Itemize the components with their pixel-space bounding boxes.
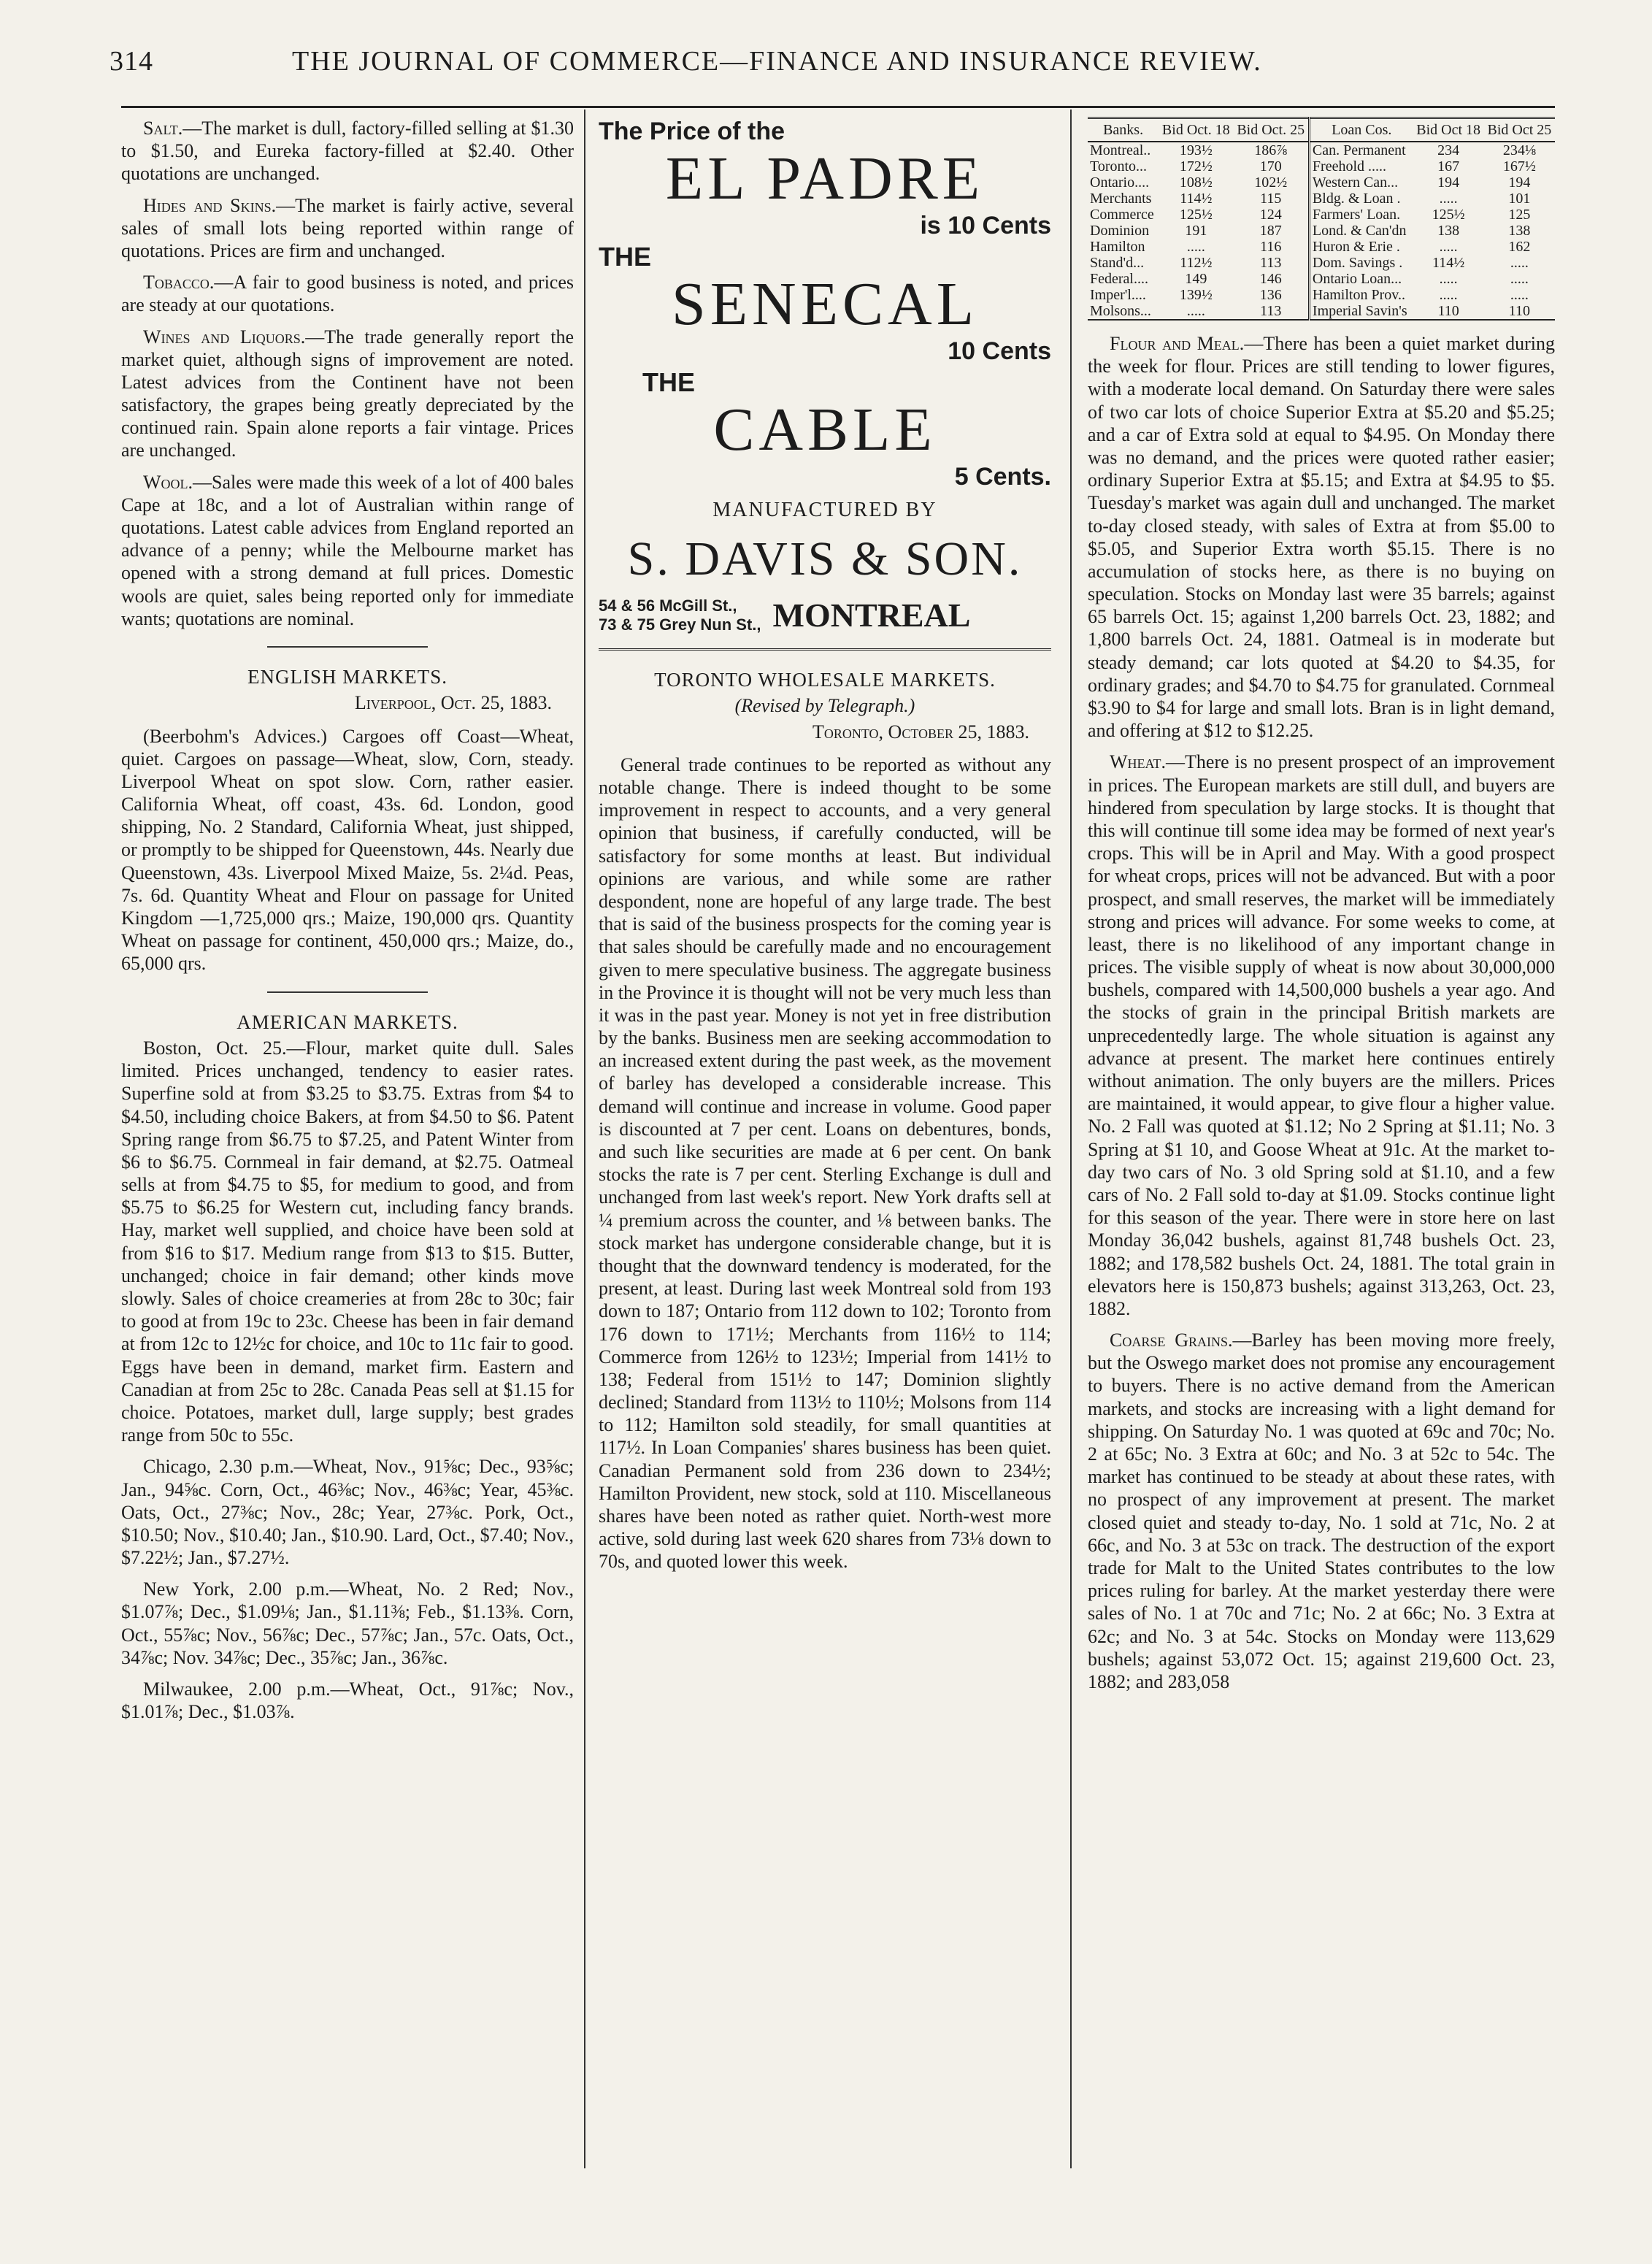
- newyork-report: New York, 2.00 p.m.—Wheat, No. 2 Red; Nov., $1.07⅞; Dec., $1.09⅛; Jan., $1.11⅜; Feb., $1.13⅜. Corn, Oct., 55⅞c; Nov., 56⅞c; Dec., 57⅞c; Jan., 57c. Oats, Oct., 34⅞c; Nov. 34⅞c; Dec., 35⅞c; Jan., 36⅞c.: [121, 1578, 574, 1668]
- toronto-markets-heading: TORONTO WHOLESALE MARKETS.: [654, 669, 996, 691]
- table-cell: Hamilton Prov..: [1309, 287, 1413, 303]
- table-cell: 115: [1260, 191, 1282, 207]
- table-cell: 124: [1259, 207, 1282, 223]
- table-cell: Western Can...: [1309, 174, 1413, 191]
- chicago-report: Chicago, 2.30 p.m.—Wheat, Nov., 91⅝c; Dec., 93⅝c; Jan., 94⅝c. Corn, Oct., 46⅜c; Nov., 46⅜c; Year, 45⅜c. Oats, Oct., 27⅜c; Nov., 28c; Year, 27⅜c. Pork, Oct., $10.50; Nov., $10.40; Jan., $10.90. Lard, Oct., $7.40; Nov., $7.22½; Jan., $7.27½.: [121, 1456, 574, 1569]
- table-cell: Lond. & Can'dn: [1309, 223, 1413, 239]
- table-cell: Stand'd...: [1090, 255, 1145, 271]
- page-number: 314: [110, 46, 153, 77]
- table-cell: Merchants: [1090, 191, 1152, 207]
- wool-paragraph: [121, 471, 574, 630]
- ad-lead: The Price of the: [599, 118, 785, 145]
- ad-address: [599, 595, 1051, 635]
- table-header-row: [1088, 118, 1555, 142]
- table-row: [1088, 287, 1555, 303]
- wheat-head: Wheat.: [1110, 751, 1167, 773]
- table-cell: 194: [1437, 174, 1460, 191]
- table-cell: Imperial Savin's: [1309, 303, 1413, 320]
- table-cell: .....: [1186, 303, 1205, 319]
- wines-head: Wines and Liquors.: [143, 326, 306, 348]
- table-row: [1088, 142, 1555, 158]
- table-cell: 108½: [1179, 174, 1213, 191]
- table-cell: 113: [1260, 303, 1282, 319]
- table-cell: 191: [1185, 223, 1207, 239]
- table-cell: 170: [1259, 158, 1282, 174]
- table-cell: 125½: [1179, 207, 1213, 223]
- table-row: [1088, 207, 1555, 223]
- ad-price-el-padre: is 10 Cents: [920, 211, 1051, 239]
- table-cell: Farmers' Loan.: [1309, 207, 1413, 223]
- table-cell: .....: [1510, 271, 1529, 287]
- table-cell: 167½: [1502, 158, 1536, 174]
- column-rule-2: [1070, 110, 1072, 2168]
- table-cell: Dominion: [1090, 223, 1150, 239]
- coarse-grains-text: —Barley has been moving more freely, but the Oswego market does not promise any encouragement to buyers. There is no active demand from the American markets, and stocks are increasing with a light demand for shipping. On Saturday No. 1 was quoted at 69c and 70c; No. 2 at 65c; No. 3 Extra at 60c; and No. 3 at 52c to 54c. The market has continued to be steady at about these rates, with no prospect of any improvement at present. The market closed quiet and steady to-day, No. 1 sold at 71c, No. 2 at 66c, and No. 3 at 53c on track. The destruction of the export trade for Malt to the United States contributes to the low prices ruling for barley. At the market yesterday there were sales of No. 1 at 70c and 71c; No. 2 at 66c; No. 3 Extra at 62c; and No. 3 at 54c. Stocks on Monday were 113,629 bushels; against 53,072 Oct. 15; against 219,600 Oct. 23, 1882; and 283,058: [1088, 1329, 1556, 1692]
- header-bid-oct-25: Bid Oct. 25: [1234, 118, 1310, 142]
- table-row: [1088, 223, 1555, 239]
- table-cell: 110: [1437, 303, 1459, 319]
- coarse-grains-head: Coarse Grains.: [1110, 1329, 1233, 1351]
- table-cell: Dom. Savings .: [1309, 255, 1413, 271]
- table-cell: Freehold .....: [1309, 158, 1413, 174]
- table-cell: 172½: [1179, 158, 1213, 174]
- column-left: [121, 117, 574, 1732]
- table-cell: Ontario Loan...: [1309, 271, 1413, 287]
- hides-head: Hides and Skins.: [143, 194, 277, 216]
- ad-brand-cable: CABLE: [713, 396, 937, 464]
- table-cell: 194: [1508, 174, 1531, 191]
- table-cell: 139½: [1179, 287, 1213, 303]
- table-cell: 187: [1259, 223, 1282, 239]
- table-cell: Commerce: [1090, 207, 1154, 223]
- table-cell: 186⅞: [1254, 142, 1288, 158]
- table-cell: Ontario....: [1090, 174, 1150, 191]
- flour-head: Flour and Meal.: [1110, 333, 1245, 354]
- section-divider: [267, 646, 428, 648]
- english-markets-heading: ENGLISH MARKETS.: [247, 665, 447, 688]
- header-loan-bid-oct-18: Bid Oct 18: [1413, 118, 1484, 142]
- wines-text: —The trade generally report the market quiet, although signs of improvement are noted. Latest advices from the Continent have not been satisfactory, the grapes being greatly depreciated by the continued rain. Spain alone reports a fair vintage. Prices are unchanged.: [121, 326, 574, 461]
- table-cell: 234⅛: [1502, 142, 1536, 158]
- table-cell: .....: [1439, 239, 1458, 255]
- column-right: [1088, 117, 1555, 1702]
- table-cell: 146: [1259, 271, 1282, 287]
- table-row: [1088, 239, 1555, 255]
- top-rule: [121, 106, 1555, 108]
- table-cell: 193½: [1179, 142, 1213, 158]
- toronto-markets-text: General trade continues to be reported as without any notable change. There is indeed thought to be some improvement in respect to accounts, and a very general opinion that business, if carefully conducted, will be satisfactory for some months at least. But individual opinions are various, and while some are rather despondent, none are hopeful of any large trade. The best that is said of the business prospects for the coming year is that sales should be carefully made and no encouragement given to mere speculative business. The aggregate business in the Province it is thought will not be very much less than it was in the past year. Money is not yet in free distribution by the banks. Business men are seeking accommodation to an increased extent during the past week, as the movement of barley has developed a considerable increase. This demand will continue and increase in volume. Good paper is discounted at 7 per cent. Loans on debentures, bonds, and such like securities are made at 6 per cent. On bank stocks the rate is 7 per cent. Sterling Exchange is dull and unchanged from last week's report. New York drafts sell at ¼ premium across the counter, and ⅛ between banks. The stock market has undergone considerable change, but it is thought that the downward tendency is moderated, for the present, at least. During last week Montreal sold from 193 down to 187; Ontario from 112 down to 102; Toronto from 176 down to 171½; Merchants from 116½ to 114; Commerce from 126½ to 123½; Imperial from 141½ to 138; Federal from 151½ to 147; Dominion slightly declined; Standard from 113½ to 110½; Molsons from 114 to 112; Hamilton sold steadily, for small quantities at 117½. In Loan Companies' shares business has been quiet. Canadian Permanent sold from 236 down to 234½; Hamilton Provident, new stock, sold at 110. Miscellaneous shares have been noted as rather quiet. North-west more active, sold during last week 620 shares from 73⅛ down to 70s, and quoted lower this week.: [599, 753, 1051, 1573]
- table-cell: 116: [1260, 239, 1282, 255]
- ad-price-senecal: 10 Cents: [948, 337, 1051, 366]
- table-cell: Bldg. & Loan .: [1309, 191, 1413, 207]
- cigar-advertisement: [599, 117, 1051, 651]
- american-markets-heading: AMERICAN MARKETS.: [237, 1010, 458, 1033]
- table-row: [1088, 191, 1555, 207]
- hides-paragraph: [121, 194, 574, 263]
- table-cell: 136: [1259, 287, 1282, 303]
- wheat-text: —There is no present prospect of an improvement in prices. The European markets are still dull, and buyers are hindered from speculation by large stocks. It is thought that this will continue till some idea may be formed of next year's crops. This will be in April and May. With a good prospect for wheat crops, prices will not be advanced. But with a poor prospect, and small reserves, the market will be immediately strong and prices will advance. For some weeks to come, at least, there is no likelihood of any important change in prices. The visible supply of wheat is now about 30,000,000 bushels, compared with 14,500,000 bushels a year ago. And the stocks of grain in the principal British markets are unprecedentedly large. The whole situation is against any advance at present. The market here continues entirely without animation. The only buyers are the millers. Prices are maintained, it would appear, to give flour a higher value. No. 2 Fall was quoted at $1.12; No 2 Spring at $1.11; No. 3 Spring at $1 10, and Goose Wheat at 91c. At the market to-day two cars of No. 3 old Spring sold at $1.10, and a few cars of No. 2 Fall sold to-day at $1.09. Stocks continue light for this season of the year. There were in store here on last Monday 36,042 bushels, against 81,748 bushels Oct. 23, 1882; and 178,582 bushels Oct. 24, 1881. The total grain in elevators here is 150,873 bushels; against 313,263, Oct. 23, 1882.: [1088, 751, 1555, 1319]
- table-cell: Montreal..: [1090, 142, 1151, 158]
- ad-manufactured-by: MANUFACTURED BY: [712, 499, 937, 522]
- toronto-markets-subheading: (Revised by Telegraph.): [734, 695, 915, 717]
- table-row: [1088, 303, 1555, 320]
- table-cell: .....: [1510, 255, 1529, 271]
- wheat-paragraph: [1088, 751, 1555, 1320]
- table-cell: Imper'l....: [1090, 287, 1146, 303]
- milwaukee-report: Milwaukee, 2.00 p.m.—Wheat, Oct., 91⅞c; Nov., $1.01⅞; Dec., $1.03⅞.: [121, 1678, 574, 1723]
- column-rule-1: [584, 110, 585, 2168]
- boston-report: Boston, Oct. 25.—Flour, market quite dull. Sales limited. Prices unchanged, tendency to easier rates. Superfine sold at from $3.25 to $3.75. Extras from $4 to $4.50, including choice Bakers, at from $4.50 to $6. Patent Spring range from $6.75 to $7.25, and Patent Winter from $6 to $6.75. Cornmeal in fair demand, at $2.75. Oatmeal sells at from $4.75 to $5, for medium to good, and from $5.75 to $6.25 for Western cut, including fancy brands. Hay, market well supplied, and choice have been sold at from $16 to $17. Medium range from $13 to $15. Butter, unchanged; choice in fair demand; other kinds move slowly. Sales of choice creameries at from 28c to 30c; fair to good at from 19c to 23c. Cheese has been in fair demand at from 12c to 12½c for choice, and 10c to 11c fair to good. Eggs have been in demand, market firm. Eastern and Canadian at from 25c to 28c. Canada Peas sell at $1.15 for choice. Potatoes, market dull, large supply; best grades range from 50c to 55c.: [121, 1037, 574, 1446]
- salt-head: Salt.: [143, 118, 183, 139]
- tobacco-head: Tobacco.: [143, 272, 215, 293]
- wool-head: Wool.: [143, 471, 193, 493]
- table-cell: 149: [1185, 271, 1207, 287]
- stock-quotations-table: [1088, 117, 1555, 321]
- table-cell: .....: [1439, 191, 1458, 207]
- column-middle: [599, 117, 1051, 1582]
- table-cell: Hamilton: [1090, 239, 1145, 255]
- tobacco-text: —A fair to good business is noted, and prices are steady at our quotations.: [121, 272, 574, 316]
- header-loan-cos: Loan Cos.: [1309, 118, 1413, 142]
- table-cell: .....: [1439, 271, 1458, 287]
- table-cell: 113: [1260, 255, 1282, 271]
- table-cell: .....: [1186, 239, 1205, 255]
- table-cell: 101: [1508, 191, 1531, 207]
- table-cell: 110: [1508, 303, 1531, 319]
- table-row: [1088, 158, 1555, 174]
- ad-address-lines: [599, 596, 761, 634]
- tobacco-paragraph: [121, 271, 574, 316]
- salt-paragraph: [121, 117, 574, 185]
- toronto-markets-dateline: Toronto, October 25, 1883.: [812, 721, 1029, 742]
- table-cell: Toronto...: [1090, 158, 1148, 174]
- flour-paragraph: [1088, 332, 1555, 742]
- salt-text: —The market is dull, factory-filled selling at $1.30 to $1.50, and Eureka factory-filled at $2.40. Other quotations are unchanged.: [121, 118, 574, 185]
- section-divider: [267, 991, 428, 993]
- english-markets-dateline: Liverpool, Oct. 25, 1883.: [354, 692, 552, 714]
- ad-city: MONTREAL: [772, 596, 971, 634]
- table-cell: Can. Permanent: [1309, 142, 1413, 158]
- header-bid-oct-18: Bid Oct. 18: [1159, 118, 1233, 142]
- table-cell: 114½: [1180, 191, 1213, 207]
- table-cell: 114½: [1432, 255, 1465, 271]
- page-header: [110, 45, 1542, 89]
- ad-address-line-2: 73 & 75 Grey Nun St.,: [599, 615, 761, 634]
- ad-brand-el-padre: EL PADRE: [665, 144, 985, 212]
- table-cell: Federal....: [1090, 271, 1148, 287]
- table-cell: 112½: [1180, 255, 1213, 271]
- table-cell: 138: [1508, 223, 1531, 239]
- english-markets-text: (Beerbohm's Advices.) Cargoes off Coast—Wheat, quiet. Cargoes on passage—Wheat, slow, Corn, steady. Liverpool Wheat on spot slow. Corn, rather easier. California Wheat, off coast, 43s. 6d. London, good shipping, No. 2 Standard, California Wheat, just shipped, or promptly to be shipped for Queenstown, 44s. Nearly due Queenstown, 43s. Liverpool Mixed Maize, 5s. 2¼d. Peas, 7s. 6d. Quantity Wheat and Flour on passage for United Kingdom —1,725,000 qrs.; Maize, 190,000 qrs. Quantity Wheat on passage for continent, 450,000 qrs.; Maize, do., 65,000 qrs.: [121, 725, 574, 975]
- wines-paragraph: [121, 326, 574, 462]
- table-cell: 162: [1508, 239, 1531, 255]
- ad-brand-senecal: SENECAL: [672, 269, 978, 338]
- journal-title: THE JOURNAL OF COMMERCE—FINANCE AND INSURANCE REVIEW.: [292, 46, 1262, 77]
- ad-the-senecal: THE: [599, 241, 651, 272]
- header-loan-bid-oct-25: Bid Oct 25: [1484, 118, 1555, 142]
- table-cell: 138: [1437, 223, 1460, 239]
- table-cell: 167: [1437, 158, 1460, 174]
- table-cell: 234: [1437, 142, 1460, 158]
- table-row: [1088, 271, 1555, 287]
- table-cell: Molsons...: [1090, 303, 1151, 319]
- ad-address-line-1: 54 & 56 McGill St.,: [599, 596, 737, 615]
- ad-the-cable: THE: [642, 367, 695, 397]
- table-cell: .....: [1439, 287, 1458, 303]
- table-cell: 125½: [1432, 207, 1465, 223]
- coarse-grains-paragraph: [1088, 1329, 1555, 1693]
- table-row: [1088, 255, 1555, 271]
- table-cell: 125: [1508, 207, 1531, 223]
- wool-text: —Sales were made this week of a lot of 400 bales Cape at 18c, and a lot of Australian within range of quotations. Latest cable advices from England reported an advance of a penny; while the Melbourne market has opened with a strong demand at full prices. Domestic wools are quiet, sales being reported only for immediate wants; quotations are nominal.: [121, 471, 574, 629]
- table-cell: .....: [1510, 287, 1529, 303]
- ad-maker: S. DAVIS & SON.: [627, 532, 1023, 586]
- flour-text: —There has been a quiet market during the week for flour. Prices are still tending to lower figures, with a moderate local demand. On Saturday there were sales of two car lots of choice Superior Extra at $5.20 and $5.25; and a car of Extra sold at equal to $4.95. On Monday there was no demand, and the prices were quoted rather easier; ordinary Superior Extra at $5.15; and Extra at $4.95 to $5. Tuesday's market was again dull and unchanged. The market to-day closed steady, with sales of Extra at from $5.00 to $5.05, and Superior Extra worth $5.15. There is no accumulation of stocks here, as there is no buying on speculation. Stocks on Monday last were 35 barrels; against 65 barrels Oct. 15; against 1,200 barrels Oct. 23, 1882; and 1,800 barrels Oct. 24, 1881. Oatmeal is in moderate but steady demand; car lots quoted at $4.20 to $4.35, for ordinary grades; and $4.70 to $4.75 for granulated. Cornmeal $3.90 to $4 for large and small lots. Bran is in light demand, and offering at $12 to $12.25.: [1088, 333, 1555, 742]
- stock-table-body: [1088, 142, 1555, 320]
- table-cell: 102½: [1254, 174, 1288, 191]
- header-banks: Banks.: [1088, 118, 1159, 142]
- table-row: [1088, 174, 1555, 191]
- table-cell: Huron & Erie .: [1309, 239, 1413, 255]
- ad-price-cable: 5 Cents.: [954, 463, 1051, 491]
- hides-text: —The market is fairly active, several sales of small lots being reported within range of quotations. Prices are firm and unchanged.: [121, 194, 574, 261]
